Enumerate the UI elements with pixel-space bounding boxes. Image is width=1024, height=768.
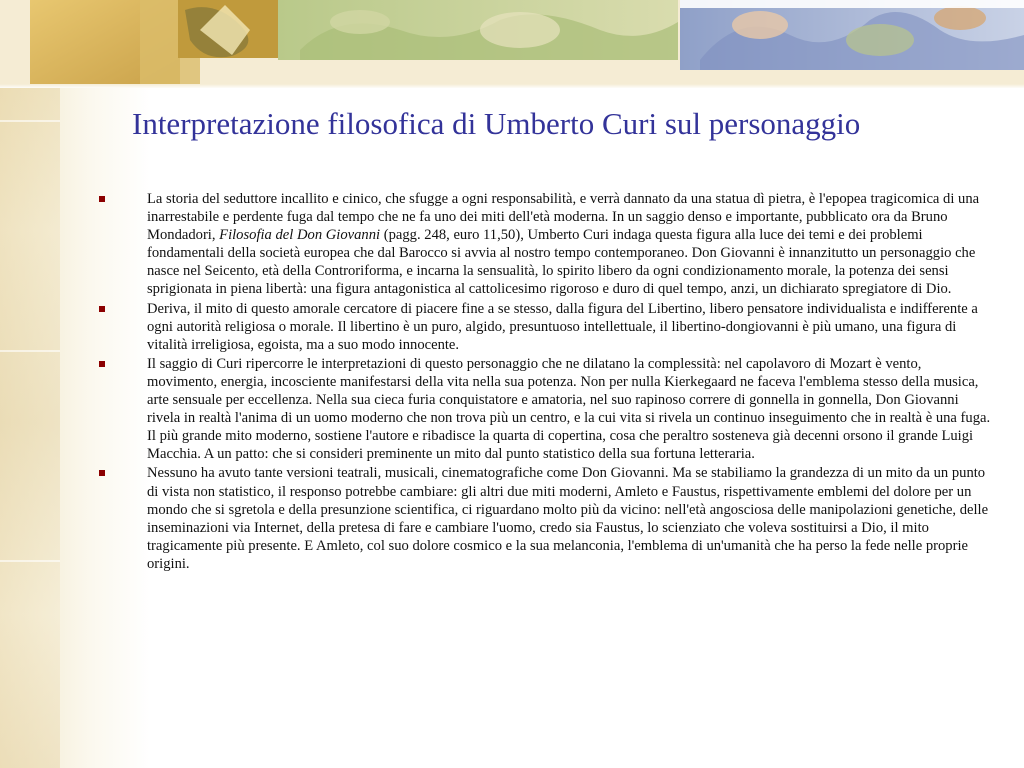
list-item [96, 190, 992, 299]
square-bullet-icon [99, 470, 105, 476]
bullet-list [96, 190, 992, 573]
bullet-text: Deriva, il mito di questo amorale cercatore di piacere fine a se stesso, dalla figura del Libertino, libero pensatore individualista e indifferente a ogni autorità religiosa o morale. Il libertino è un puro, algido, presuntuoso intellettuale, il libertino-dongiovanni è più umano, una figura di vitalità irreligiosa, egoista, ma a suo modo innocente. [147, 300, 978, 353]
title-area [132, 104, 972, 143]
book-title: Filosofia del Don Giovanni [219, 227, 381, 244]
square-bullet-icon [99, 306, 105, 312]
bullet-text-part: La storia del seduttore incallito e cinico, che sfugge a ogni responsabilità, e verrà dannato da una statua dì pietra, è l'epopea tragicomica di una inarrestabile e perdente fuga dal tempo che ne fa uno dei miti dell'età moderna. In un saggio denso e importante, pubblicato ora da Bruno Mondadori, [147, 191, 980, 244]
slide-content [96, 190, 992, 574]
slide-title: Interpretazione filosofica di Umberto Curi sul personaggio [132, 106, 861, 141]
bullet-text-part: (pagg. 248, euro 11,50), Umberto Curi indaga questa figura alla luce dei temi e dei problemi fondamentali della società europea che dal Barocco si avvia al nostro tempo contemporaneo. Don Giovanni è innanzitutto un personaggio che nasce nel Seicento, età della Controriforma, e incarna la sensualità, lo spirito libero da ogni condizionamento morale, la potenza dei sensi sprigionata in piena libertà: una figura antagonistica al cattolicesimo rigoroso e duro di quel tempo, anzi, un dichiarato spregiatore di Dio. [147, 227, 976, 298]
bullet-text: Nessuno ha avuto tante versioni teatrali, musicali, cinematografiche come Don Giovanni. Ma se stabiliamo la grandezza di un mito da un punto di vista non statistico, il responso potrebbe cambiare: gli altri due miti moderni, Amleto e Faustus, rispettivamente emblemi del dolore per un mondo che si sgretola e della presunzione scientifica, ci riguardano molto più da vicino: nell'età angosciosa delle manipolazioni genetiche, delle inseminazioni via Internet, della pretesa di fare e cambiare l'uomo, credo sia Faustus, lo scienziato che voleva sostituirsi a Dio, il mito tragicamente più presente. E Amleto, col suo dolore cosmico e la sua melanconia, l'emblema di un'umanità che ha perso la fede nelle proprie origini. [147, 465, 989, 572]
list-item [96, 355, 992, 464]
square-bullet-icon [99, 196, 105, 202]
list-item [96, 300, 992, 354]
list-item [96, 464, 992, 573]
left-parchment-strip [0, 0, 60, 768]
bullet-text: Il saggio di Curi ripercorre le interpretazioni di questo personaggio che ne dilatano la complessità: nel capolavoro di Mozart è vento, movimento, energia, incosciente manifestarsi della vita nella sua potenza. Non per nulla Kierkegaard ne faceva l'emblema stesso della musica, arte sensuale per eccellenza. Nella sua cieca furia conquistatore e amatoria, nel suo rapinoso correre di gonnella in gonnella, Don Giovanni rivela in realtà l'anima di un uomo moderno che non trova più un centro, e la cui vita si rivela un continuo inseguimento che in realtà è una fuga. Il più grande mito moderno, sostiene l'autore e ribadisce la quarta di copertina, cosa che peraltro sosteneva già decenni orsono il grande Luigi Macchia. A un patto: che si consideri preminente un mito dal punto statistico della sua fortuna letteraria. [147, 355, 991, 463]
decorative-banner [0, 0, 1024, 88]
square-bullet-icon [99, 361, 105, 367]
